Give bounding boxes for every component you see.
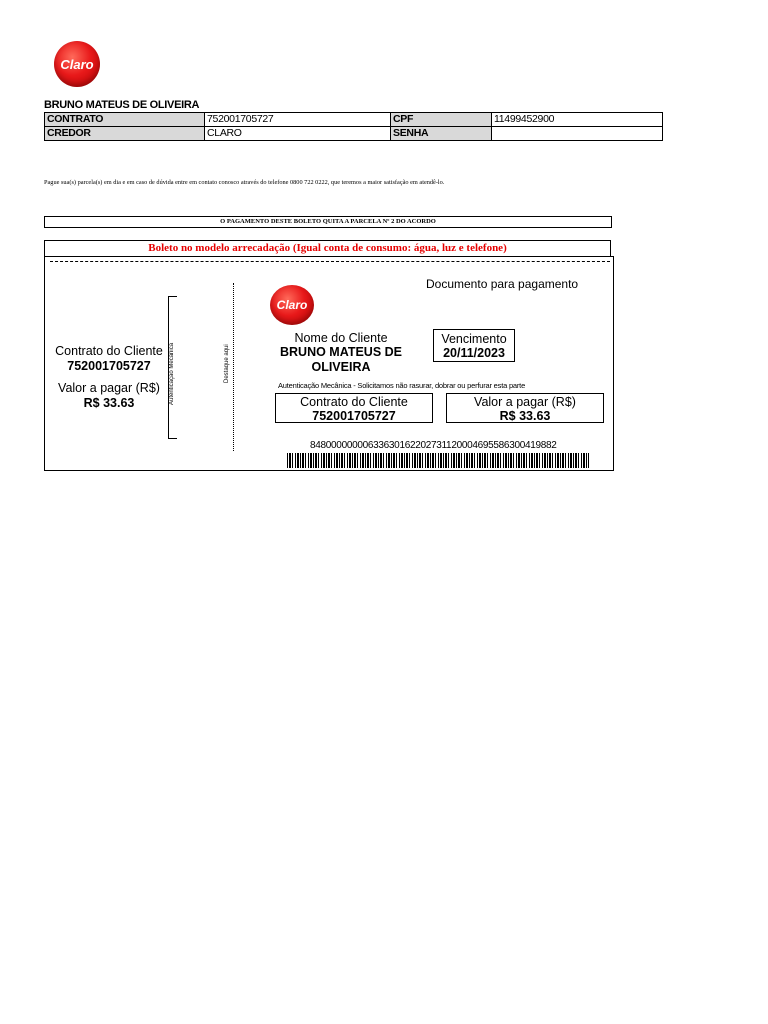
barcode: [287, 453, 589, 468]
destaque-vertical-label: Destaque aqui: [224, 344, 230, 383]
signal-icon: ⁄⁄: [318, 279, 321, 288]
nome-cliente-label: Nome do Cliente: [294, 331, 388, 345]
stub-valor-label: Valor a pagar (R$): [58, 381, 160, 395]
claro-logo: [270, 279, 321, 325]
autenticacao-vertical-label: Autenticação Mecânica: [169, 342, 175, 405]
arrecadacao-box: Boleto no modelo arrecadação (Igual conta de consumo: água, luz e telefone): [44, 240, 611, 257]
vencimento-box: [433, 329, 515, 362]
cpf-label: CPF: [391, 113, 492, 127]
stub-valor-value: R$ 33.63: [83, 396, 135, 410]
claro-logo-text: Claro: [60, 56, 94, 72]
cut-line: [50, 261, 610, 262]
quita-parcela-box: O PAGAMENTO DESTE BOLETO QUITA A PARCELA Nº 2 DO ACORDO: [44, 216, 612, 228]
nome-cliente-line1: BRUNO MATEUS DE: [280, 345, 402, 359]
stub-contrato-value: 752001705727: [67, 359, 151, 373]
vencimento-label: Vencimento: [441, 332, 507, 346]
signal-icon: ⁄⁄: [105, 35, 108, 44]
contract-info-table: [44, 112, 663, 141]
claro-logo-text: Claro: [276, 298, 308, 312]
table-row: [45, 113, 663, 127]
cpf-value: 11499452900: [492, 113, 663, 127]
contrato-value: 752001705727: [205, 113, 391, 127]
autenticacao-text: Autenticação Mecânica - Solicitamos não rasurar, dobrar ou perfurar esta parte: [278, 381, 526, 390]
barcode-number: 84800000000633630162202731120004695586300419882: [310, 440, 557, 451]
valor-label: Valor a pagar (R$): [474, 395, 576, 409]
contrato-label: CONTRATO: [45, 113, 205, 127]
senha-label: SENHA: [391, 127, 492, 141]
payment-notice: Pague sua(s) parcela(s) em dia e em caso de dúvida entre em contato conosco através do telefone 0800 722 0222, que teremos a maior satisfação em atendê-lo.: [44, 179, 445, 186]
valor-box: [446, 393, 604, 423]
credor-value: CLARO: [205, 127, 391, 141]
customer-name: BRUNO MATEUS DE OLIVEIRA: [44, 99, 200, 111]
credor-label: CREDOR: [45, 127, 205, 141]
claro-logo: [54, 35, 108, 87]
contrato-label: Contrato do Cliente: [300, 395, 408, 409]
contrato-box: [275, 393, 433, 423]
nome-cliente-line2: OLIVEIRA: [311, 360, 371, 374]
documento-title: Documento para pagamento: [426, 277, 579, 291]
valor-value: R$ 33.63: [499, 409, 551, 423]
contrato-value: 752001705727: [312, 409, 396, 423]
vencimento-value: 20/11/2023: [443, 346, 505, 360]
table-row: [45, 127, 663, 141]
detach-line: [233, 283, 234, 451]
senha-value: [492, 127, 663, 141]
stub-contrato-label: Contrato do Cliente: [55, 344, 163, 358]
